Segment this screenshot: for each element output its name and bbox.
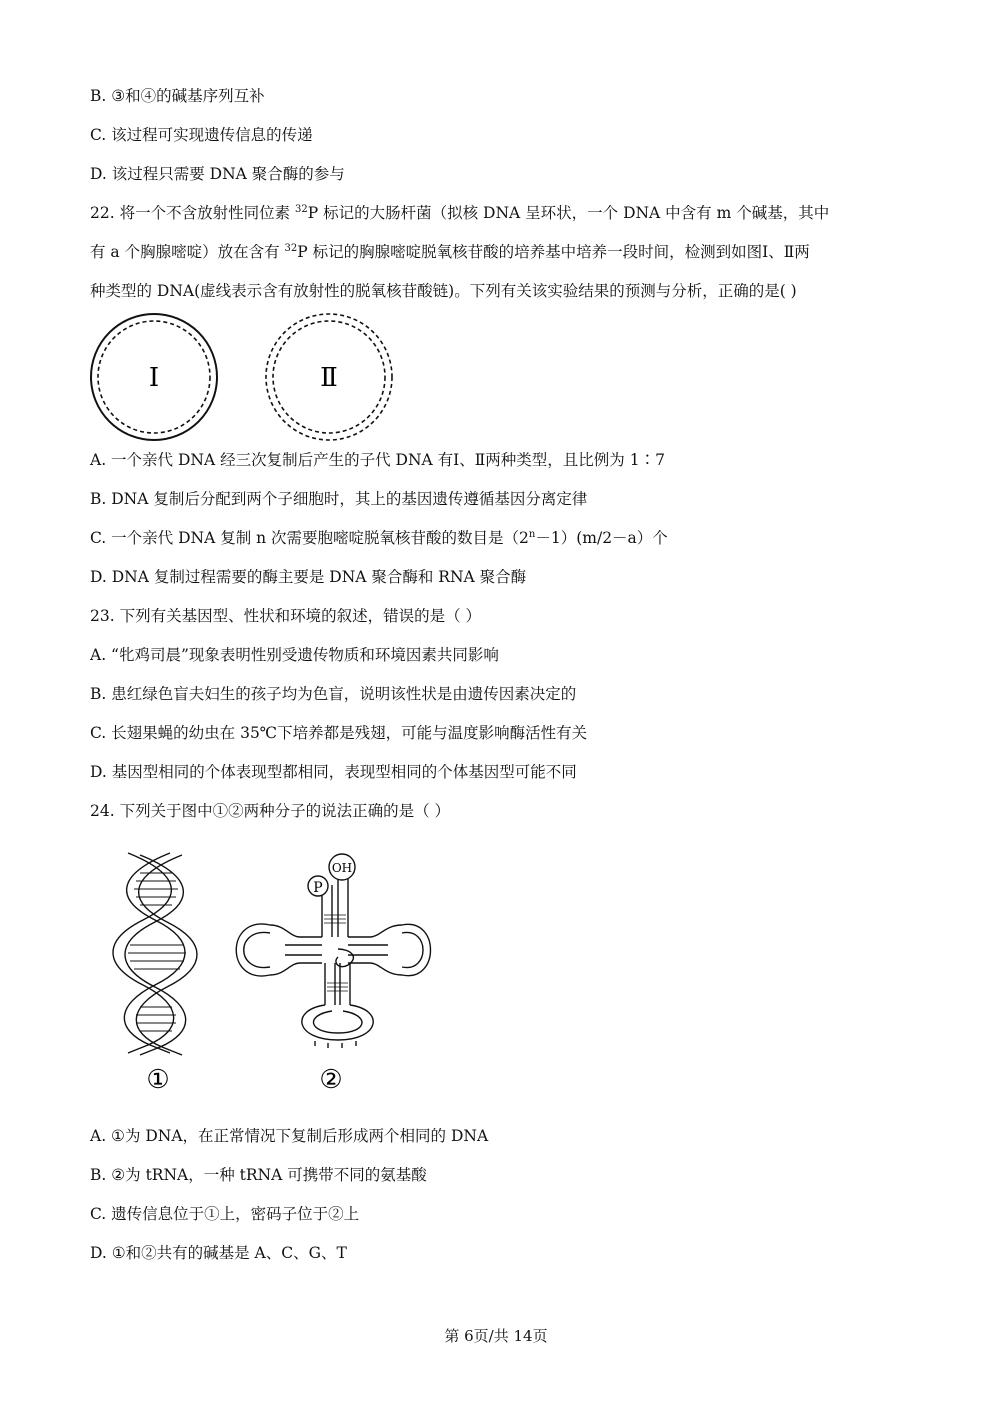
option-24-b: B. ②为 tRNA，一种 tRNA 可携带不同的氨基酸 [90,1166,427,1184]
question-22-line-2: 有 a 个胸腺嘧啶）放在含有 $^{32}$P 标记的胸腺嘧啶脱氧核苷酸的培养基中培养一段时间，检测到如图Ⅰ、Ⅱ两 [90,243,810,261]
option-22-c: C. 一个亲代 DNA 复制 n 次需要胞嘧啶脱氧核苷酸的数目是$(2^n-1)(m/2-a)$个 [90,529,668,547]
label-p: P [313,880,323,896]
option-b-prev: B. ③和④的碱基序列互补 [90,87,265,105]
question-22-line-3: 种类型的 DNA(虚线表示含有放射性的脱氧核苷酸链)。下列有关该实验结果的预测与分析，正确的是( ) [90,282,797,300]
trna-cloverleaf-icon [236,877,430,1048]
question-23: 23. 下列有关基因型、性状和环境的叙述，错误的是（ ） [90,607,482,625]
label-i: Ⅰ [148,363,160,393]
question-22-line-1: 22. 将一个不含放射性同位素 $^{32}$P 标记的大肠杆菌（拟核 DNA 呈环状，一个 DNA 中含有 m 个碱基，其中 [90,204,830,222]
option-22-d: D. DNA 复制过程需要的酶主要是 DNA 聚合酶和 RNA 聚合酶 [90,568,527,586]
option-23-a: A. “牝鸡司晨”现象表明性别受遗传物质和环境因素共同影响 [90,646,499,664]
option-24-c: C. 遗传信息位于①上，密码子位于②上 [90,1205,360,1223]
option-23-d: D. 基因型相同的个体表现型都相同，表现型相同的个体基因型可能不同 [90,763,577,781]
label-1: ① [146,1065,170,1095]
page-footer: 第 6页/共 14页 [444,1327,548,1345]
figure-dna-trna [110,845,450,1100]
label-ii: Ⅱ [320,363,338,393]
option-24-d: D. ①和②共有的碱基是 A、C、G、T [90,1244,347,1262]
option-23-b: B. 患红绿色盲夫妇生的孩子均为色盲，说明该性状是由遗传因素决定的 [90,685,577,703]
figure-circular-dna [85,313,405,443]
option-22-a: A. 一个亲代 DNA 经三次复制后产生的子代 DNA 有Ⅰ、Ⅱ两种类型，且比例为 1∶7 [90,451,665,469]
label-2: ② [319,1065,343,1095]
option-c-prev: C. 该过程可实现遗传信息的传递 [90,126,313,144]
option-22-b: B. DNA 复制后分配到两个子细胞时，其上的基因遗传遵循基因分离定律 [90,490,588,508]
option-d-prev: D. 该过程只需要 DNA 聚合酶的参与 [90,165,345,183]
label-oh: OH [331,861,353,875]
option-24-a: A. ①为 DNA，在正常情况下复制后形成两个相同的 DNA [90,1127,489,1145]
dna-helix-icon [113,853,197,1055]
option-23-c: C. 长翅果蝇的幼虫在 35℃下培养都是残翅，可能与温度影响酶活性有关 [90,724,588,742]
question-24: 24. 下列关于图中①②两种分子的说法正确的是（ ） [90,802,451,820]
